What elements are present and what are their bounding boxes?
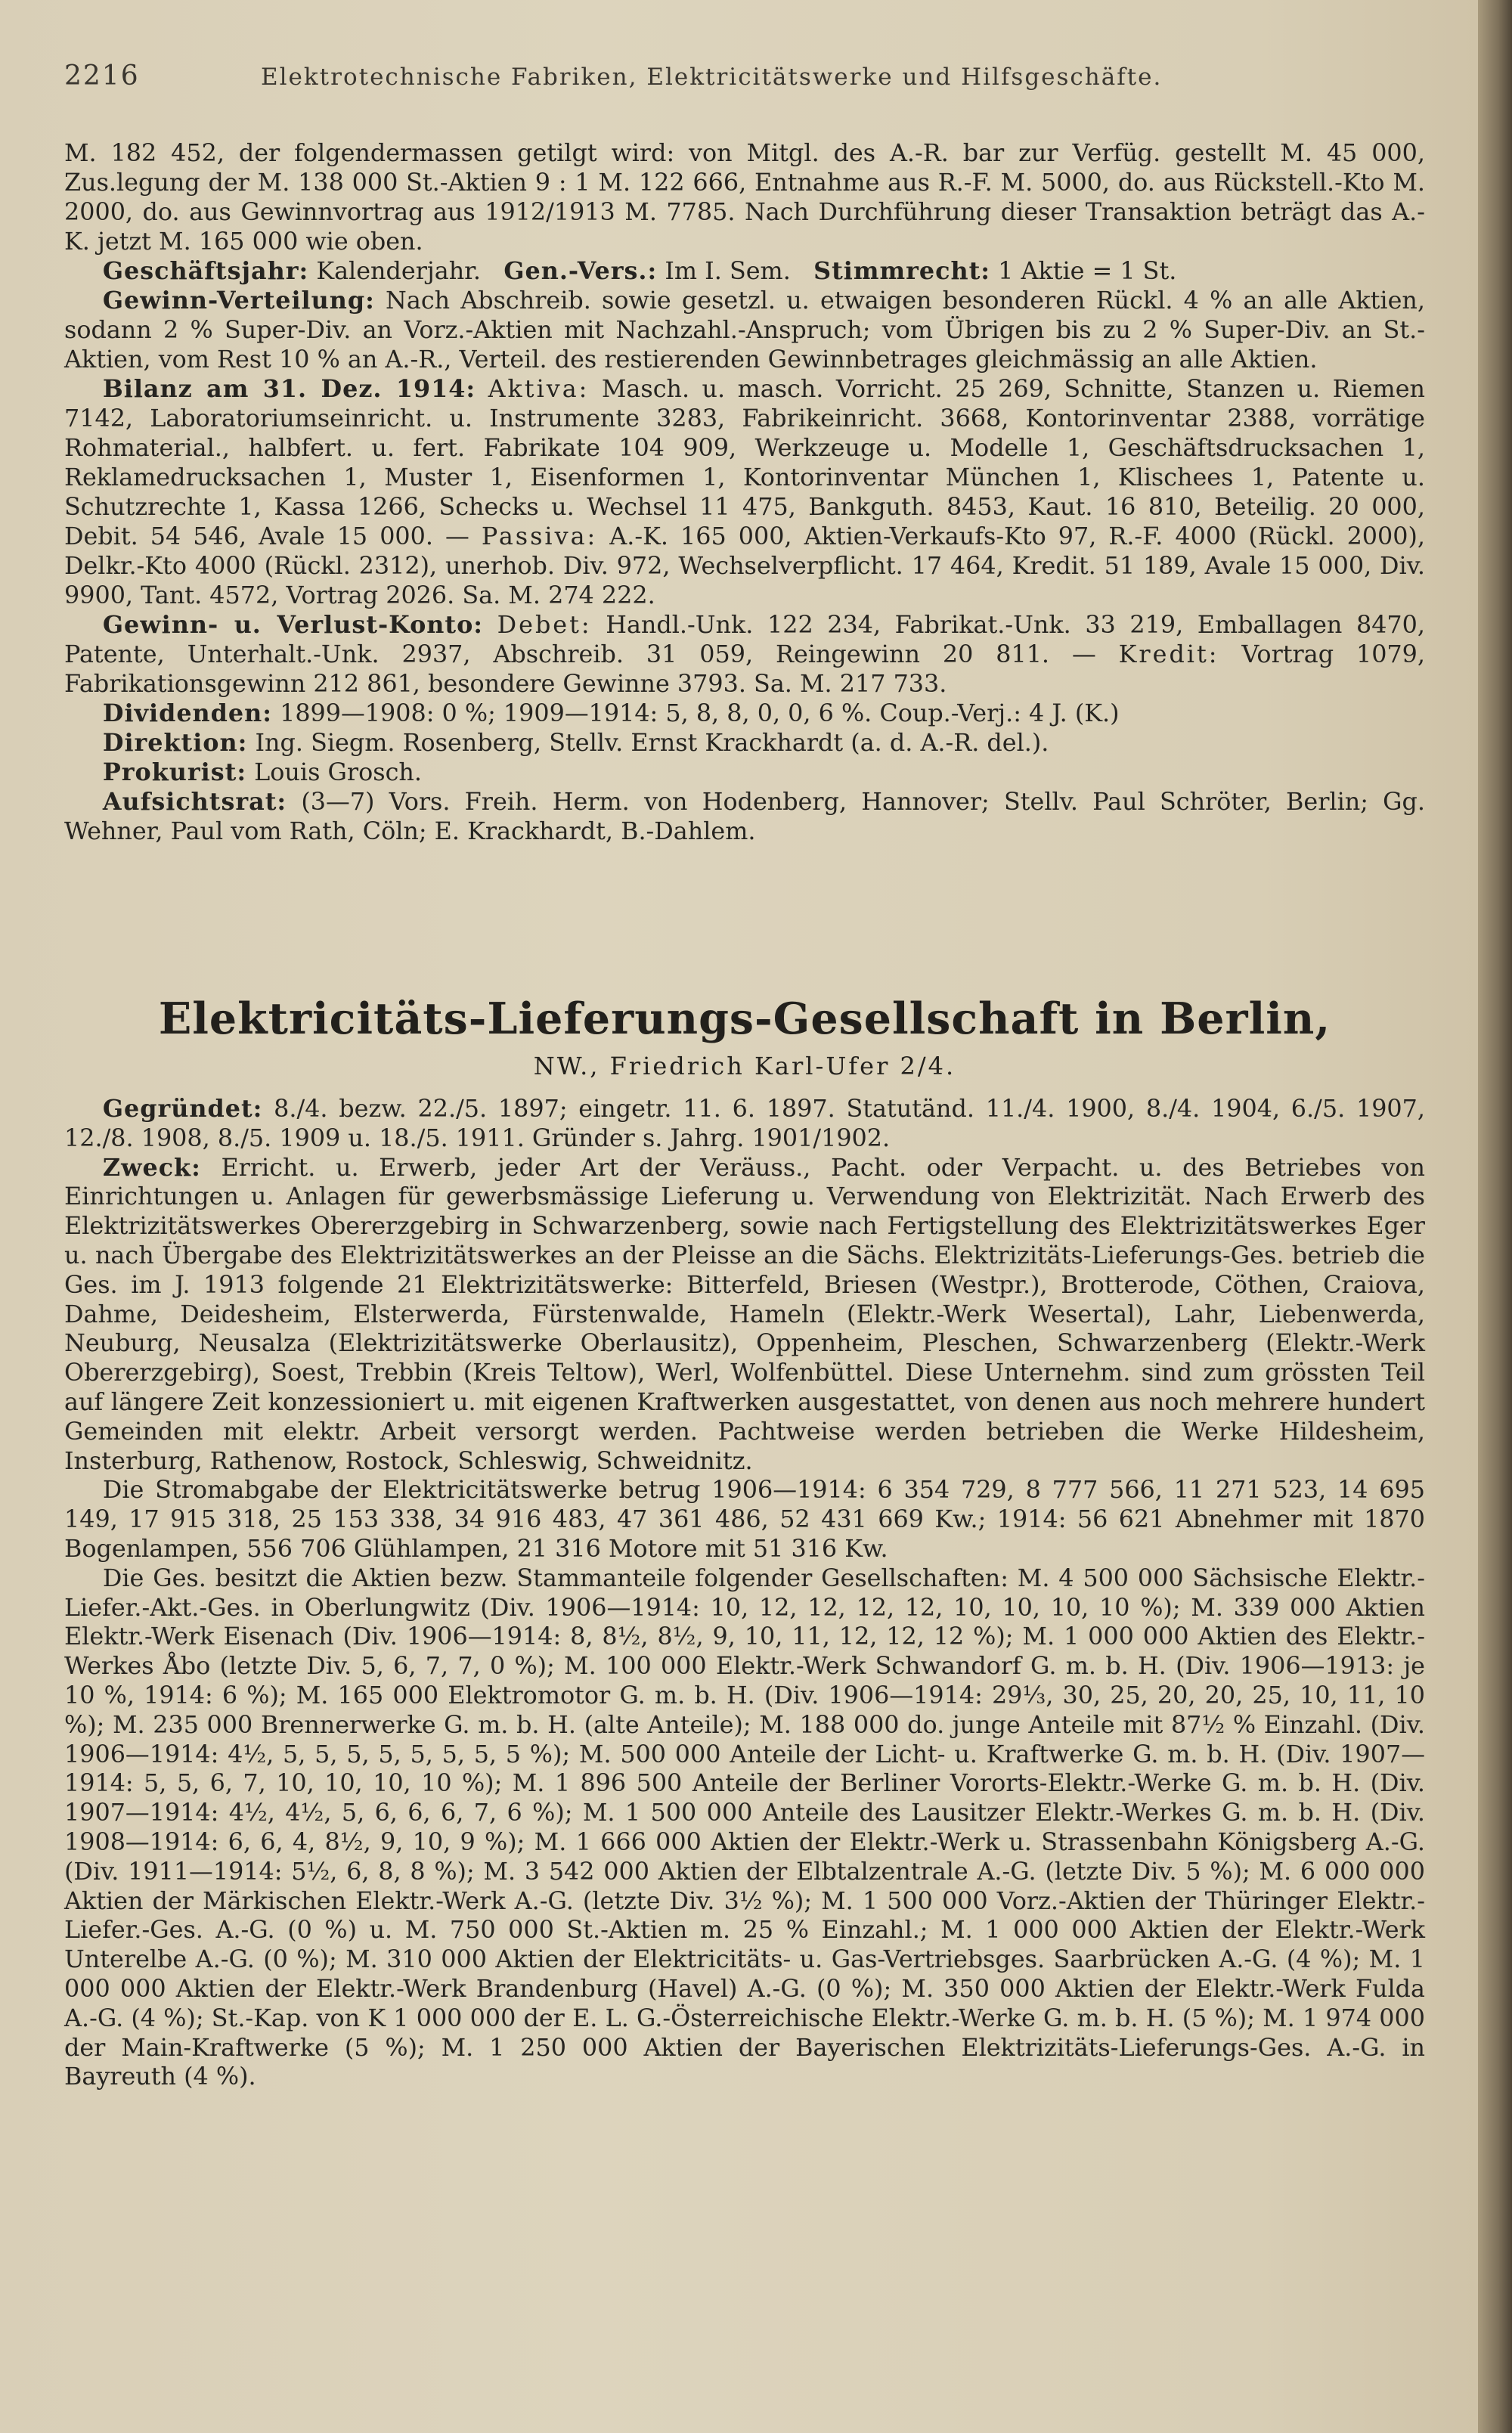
stimmrecht-label: Stimmrecht: <box>813 257 991 285</box>
founded-paragraph <box>64 1095 1425 1154</box>
zweck-label: Zweck: <box>102 1153 201 1182</box>
running-title: Elektrotechnische Fabriken, Elektricitätswerke und Hilfsgeschäfte. <box>261 64 1163 91</box>
company-address: NW., Friedrich Karl-Ufer 2/4. <box>533 1052 956 1080</box>
genvers-text: Im I. Sem. <box>665 257 791 285</box>
kredit-text: Vortrag 1079, Fabrikationsgewinn 212 861, besondere Gewinne 3793. Sa. M. 217 733. <box>64 640 1426 698</box>
holdings-paragraph <box>64 1564 1425 2092</box>
debet-label: Debet: <box>497 611 592 639</box>
guv-label: Gewinn- u. Verlust-Konto: <box>102 611 484 639</box>
direktion-text: Ing. Siegm. Rosenberg, Stellv. Ernst Krackhardt (a. d. A.-R. del.). <box>255 729 1049 757</box>
passiva-text: A.-K. 165 000, Aktien-Verkaufs-Kto 97, R.-F. 4000 (Rückl. 2000), Delkr.-Kto 4000 (Rückl. 2312), unerhob. Div. 972, Wechselverpflicht. 17 464, Kredit. 51 189, Avale 15 000, Div. 9900, Tant. 4572, Vortrag 2026. Sa. M. 274 222. <box>64 522 1426 609</box>
kredit-label: Kredit: <box>1118 640 1219 668</box>
profit-loss-paragraph <box>64 610 1425 699</box>
page-number: 2216 <box>64 60 140 91</box>
capital-reduction-text: M. 182 452, der folgendermassen getilgt wird: von Mitgl. des A.-R. bar zur Verfüg. gestellt M. 45 000, Zus.legung der M. 138 000 St.-Aktien 9 : 1 M. 122 666, Entnahme aus R.-F. M. 5000, do. aus Rückstell.-Kto M. 2000, do. aus Gewinnvortrag aus 1912/1913 M. 7785. Nach Durchführung dieser Transaktion beträgt das A.-K. jetzt M. 165 000 wie oben. <box>64 139 1425 256</box>
aktiva-label: Aktiva: <box>488 375 590 403</box>
gegruendet-text: 8./4. bezw. 22./5. 1897; eingetr. 11. 6. 1897. Statutänd. 11./4. 1900, 8./4. 1904, 6./5. 1907, 12./8. 1908, 8./5. 1909 u. 18./5. 1911. Gründer s. Jahrg. 1901/1902. <box>64 1095 1425 1152</box>
prokurist-paragraph <box>64 758 1425 787</box>
gegruendet-label: Gegründet: <box>102 1095 263 1123</box>
passiva-label: Passiva: <box>481 522 598 550</box>
company-entry <box>64 1095 1425 2092</box>
power-output-paragraph <box>64 1476 1425 1564</box>
supervisory-board-paragraph <box>64 787 1425 846</box>
aufsichtsrat-label: Aufsichtsrat: <box>102 788 287 816</box>
page-header <box>64 60 1425 106</box>
beteiligungen-text: Die Ges. besitzt die Aktien bezw. Stammanteile folgender Gesellschaften: M. 4 500 000 Sächsische Elektr.-Liefer.-Akt.-Ges. in Oberlungwitz (Div. 1906—1914: 10, 12, 12, 12, 12, 10, 10, 10, 10 %); M. 339 000 Aktien Elektr.-Werk Eisenach (Div. 1906—1914: 8, 8½, 8½, 9, 10, 11, 12, 12, 12 %); M. 1 000 000 Aktien des Elektr.-Werkes Åbo (letzte Div. 5, 6, 7, 7, 0 %); M. 100 000 Elektr.-Werk Schwandorf G. m. b. H. (Div. 1906—1913: je 10 %, 1914: 6 %); M. 165 000 Elektromotor G. m. b. H. (Div. 1906—1914: 29⅓, 30, 25, 20, 20, 25, 10, 11, 10 %); M. 235 000 Brennerwerke G. m. b. H. (alte Anteile); M. 188 000 do. junge Anteile mit 87½ % Einzahl. (Div. 1906—1914: 4½, 5, 5, 5, 5, 5, 5, 5, 5 %); M. 500 000 Anteile der Licht- u. Kraftwerke G. m. b. H. (Div. 1907—1914: 5, 5, 6, 7, 10, 10, 10, 10 %); M. 1 896 500 Anteile der Berliner Vororts-Elektr.-Werke G. m. b. H. (Div. 1907—1914: 4½, 4½, 5, 6, 6, 6, 7, 6 %); M. 1 500 000 Anteile des Lausitzer Elektr.-Werkes G. m. b. H. (Div. 1908—1914: 6, 6, 4, 8½, 9, 10, 9 %); M. 1 666 000 Aktien der Elektr.-Werk u. Strassenbahn Königsberg A.-G. (Div. 1911—1914: 5½, 6, 8, 8 %); M. 3 542 000 Aktien der Elbtalzentrale A.-G. (letzte Div. 5 %); M. 6 000 000 Aktien der Märkischen Elektr.-Werk A.-G. (letzte Div. 3½ %); M. 1 500 000 Vorz.-Aktien der Thüringer Elektr.-Liefer.-Ges. A.-G. (0 %) u. M. 750 000 St.-Aktien m. 25 % Einzahl.; M. 1 000 000 Aktien der Elektr.-Werk Unterelbe A.-G. (0 %); M. 310 000 Aktien der Elektricitäts- u. Gas-Vertriebsges. Saarbrücken A.-G. (4 %); M. 1 000 000 Aktien der Elektr.-Werk Brandenburg (Havel) A.-G. (0 %); M. 350 000 Aktien der Elektr.-Werk Fulda A.-G. (4 %); St.-Kap. von K 1 000 000 der E. L. G.-Österreichische Elektr.-Werke G. m. b. H. (5 %); M. 1 974 000 der Main-Kraftwerke (5 %); M. 1 250 000 Aktien der Bayerischen Elektrizitäts-Lieferungs-Ges. A.-G. in Bayreuth (4 %). <box>64 1564 1425 2091</box>
profit-distribution-paragraph <box>64 286 1425 374</box>
genvers-label: Gen.-Vers.: <box>503 257 658 285</box>
prokurist-text: Louis Grosch. <box>254 758 422 786</box>
aktiva-text: Masch. u. masch. Vorricht. 25 269, Schnitte, Stanzen u. Riemen 7142, Laboratoriumseinricht. u. Instrumente 3283, Fabrikeinricht. 3668, Kontorinventar 2388, vorrätige Rohmaterial., halbfert. u. fert. Fabrikate 104 909, Werkzeuge u. Modelle 1, Geschäftsdrucksachen 1, Reklamedrucksachen 1, Muster 1, Eisenformen 1, Kontorinventar München 1, Klischees 1, Patente u. Schutzrechte 1, Kassa 1266, Schecks u. Wechsel 11 475, Bankguth. 8453, Kaut. 16 810, Beteilig. 20 000, Debit. 54 546, Avale 15 000. — <box>64 375 1426 550</box>
page-edge-shadow <box>1478 0 1512 2433</box>
dividenden-text: 1899—1908: 0 %; 1909—1914: 5, 8, 8, 0, 0, 6 %. Coup.-Verj.: 4 J. (K.) <box>280 699 1120 727</box>
company-title: Elektricitäts-Lieferungs-Gesellschaft in Berlin, <box>158 993 1331 1044</box>
geschaeftsjahr-text: Kalenderjahr. <box>316 257 481 285</box>
purpose-paragraph <box>64 1154 1425 1477</box>
geschaeftsjahr-label: Geschäftsjahr: <box>102 257 309 285</box>
management-paragraph <box>64 728 1425 758</box>
gewinnverteilung-label: Gewinn-Verteilung: <box>102 287 375 315</box>
dividenden-label: Dividenden: <box>102 699 272 727</box>
direktion-label: Direktion: <box>102 729 248 757</box>
general-info-paragraph <box>64 256 1425 286</box>
stromabgabe-text: Die Stromabgabe der Elektricitätswerke betrug 1906—1914: 6 354 729, 8 777 566, 11 271 523, 14 695 149, 17 915 318, 25 153 338, 34 916 483, 47 361 486, 52 431 669 Kw.; 1914: 56 621 Abnehmer mit 1870 Bogenlampen, 556 706 Glühlampen, 21 316 Motore mit 51 316 Kw. <box>64 1476 1425 1563</box>
dividends-paragraph <box>64 699 1425 728</box>
capital-reduction-paragraph <box>64 138 1425 256</box>
aufsichtsrat-text: (3—7) Vors. Freih. Herm. von Hodenberg, Hannover; Stellv. Paul Schröter, Berlin; Gg. Wehner, Paul vom Rath, Cöln; E. Krackhardt, B.-Dahlem. <box>64 788 1425 845</box>
company-entry-continued <box>64 138 1425 846</box>
company-heading <box>64 993 1425 1083</box>
zweck-text: Erricht. u. Erwerb, jeder Art der Veräuss., Pacht. oder Verpacht. u. des Betriebes von Einrichtungen u. Anlagen für gewerbsmässige Lieferung u. Verwendung von Elektrizität. Nach Erwerb des Elektrizitätswerkes Obererzgebirg in Schwarzenberg, sowie nach Fertigstellung des Elektrizitätswerkes Eger u. nach Übergabe des Elektrizitätswerkes an der Pleisse an die Sächs. Elektrizitäts-Lieferungs-Ges. betrieb die Ges. im J. 1913 folgende 21 Elektrizitätswerke: Bitterfeld, Briesen (Westpr.), Brotterode, Cöthen, Craiova, Dahme, Deidesheim, Elsterwerda, Fürstenwalde, Hameln (Elektr.-Werk Wesertal), Lahr, Liebenwerda, Neuburg, Neusalza (Elektrizitätswerke Oberlausitz), Oppenheim, Pleschen, Schwarzenberg (Elektr.-Werk Obererzgebirg), Soest, Trebbin (Kreis Teltow), Werl, Wolfenbüttel. Diese Unternehm. sind zum grössten Teil auf längere Zeit konzessioniert u. mit eigenen Kraftwerken ausgestattet, von denen aus noch mehrere hundert Gemeinden mit elektr. Arbeit versorgt werden. Pachtweise werden betrieben die Werke Hildesheim, Insterburg, Rathenow, Rostock, Schleswig, Schweidnitz. <box>64 1153 1426 1475</box>
debet-text: Handl.-Unk. 122 234, Fabrikat.-Unk. 33 219, Emballagen 8470, Patente, Unterhalt.-Unk. 2937, Abschreib. 31 059, Reingewinn 20 811. — <box>64 611 1425 668</box>
prokurist-label: Prokurist: <box>102 758 247 786</box>
bilanz-label: Bilanz am 31. Dez. 1914: <box>102 375 476 403</box>
gewinnverteilung-text: Nach Abschreib. sowie gesetzl. u. etwaigen besonderen Rückl. 4 % an alle Aktien, sodann 2 % Super-Div. an Vorz.-Aktien mit Nachzahl.-Anspruch; vom Übrigen bis zu 2 % Super-Div. an St.-Aktien, vom Rest 10 % an A.-R., Verteil. des restierenden Gewinnbetrages gleichmässig an alle Aktien. <box>64 287 1425 373</box>
balance-sheet-paragraph <box>64 374 1425 610</box>
stimmrecht-text: 1 Aktie = 1 St. <box>998 257 1177 285</box>
